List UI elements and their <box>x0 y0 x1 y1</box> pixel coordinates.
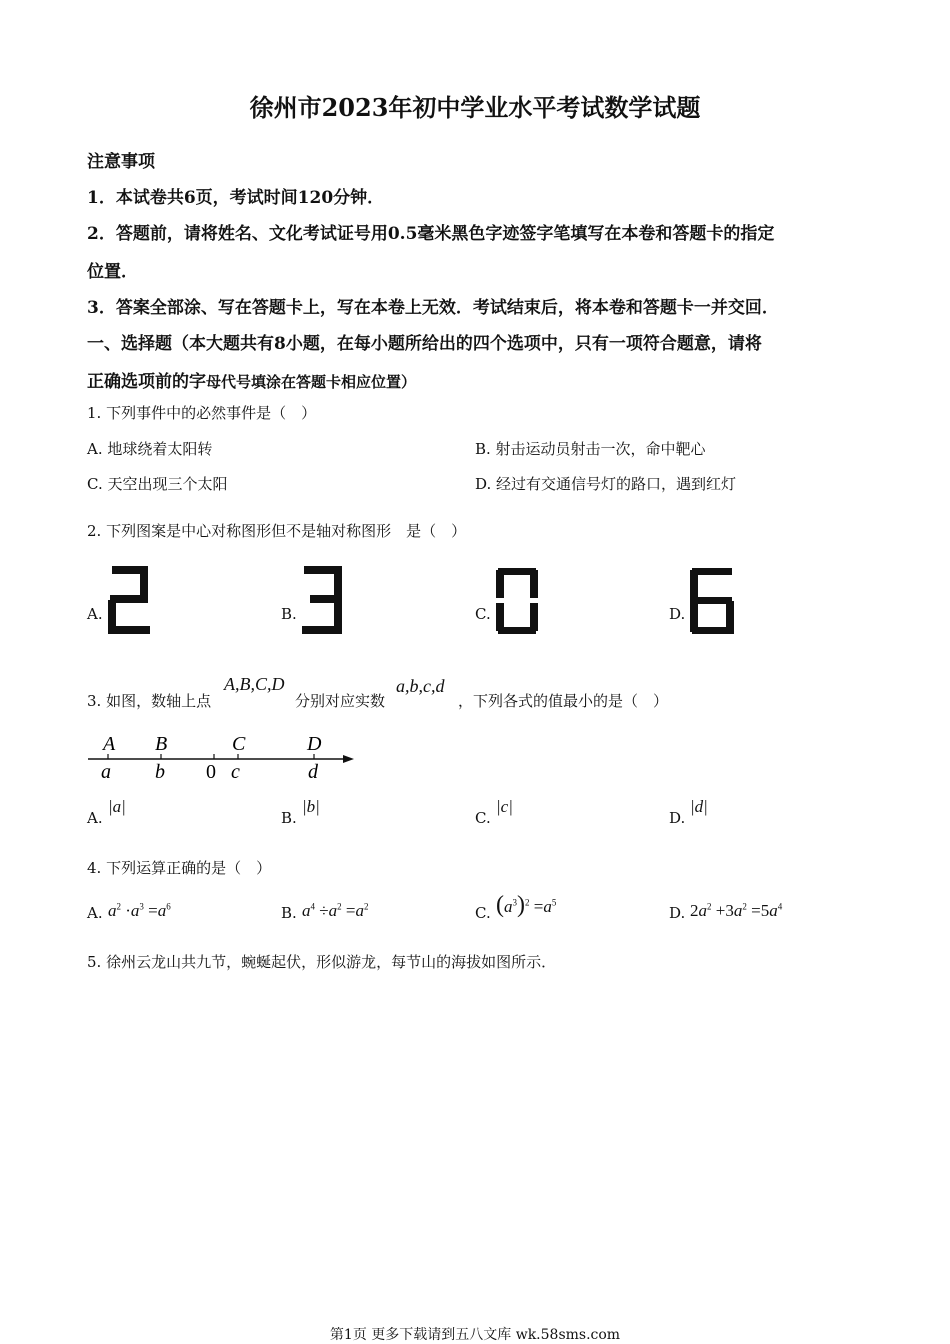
q4-label-c: C. <box>475 904 491 922</box>
q2-label-b: B. <box>281 605 297 623</box>
notice-item-3: 3．答案全部涂、写在答题卡上，写在本卷上无效．考试结束后，将本卷和答题卡一并交回． <box>87 298 779 318</box>
notice-heading: 注意事项 <box>87 152 155 172</box>
axis-value-c: c <box>231 761 240 783</box>
section-heading-part1: 正确选项前的字 <box>87 372 206 392</box>
q2-digit-3-figure <box>300 564 346 636</box>
axis-value-a: a <box>101 761 111 783</box>
q1-option-d: D. 经过有交通信号灯的路口，遇到红灯 <box>475 475 737 493</box>
notice-item-1: 1．本试卷共6页，考试时间120分钟． <box>87 188 385 208</box>
q5-stem: 5. 徐州云龙山共九节，蜿蜒起伏，形似游龙，每节山的海拔如图所示． <box>87 953 557 971</box>
q3-label-c: C. <box>475 809 491 827</box>
notice-item-2-cont: 位置． <box>87 262 138 282</box>
q4-label-d: D. <box>669 904 686 922</box>
number-line-arrow-icon <box>343 755 354 763</box>
q3-option-b: |b| <box>302 797 320 816</box>
q3-number-line <box>86 730 358 786</box>
axis-value-zero: 0 <box>206 761 216 783</box>
axis-value-d: d <box>308 761 318 783</box>
q4-option-c: $(a^3)^2 =a^5$ <box>496 892 557 918</box>
q1-option-a: A. 地球绕着太阳转 <box>87 440 213 458</box>
axis-label-D: D <box>307 733 322 755</box>
q3-label-a: A. <box>87 809 103 827</box>
section-heading-cont <box>87 367 416 392</box>
q2-stem: 2. 下列图案是中心对称图形但不是轴对称图形 是（ ） <box>87 522 467 540</box>
q4-stem: 4. 下列运算正确的是（ ） <box>87 859 272 877</box>
q3-stem-pre: 3. 如图，数轴上点 <box>87 692 212 710</box>
q3-label-b: B. <box>281 809 297 827</box>
q2-label-a: A. <box>87 605 103 623</box>
q4-option-a: $a^2 \cdot a^3 =a^6$ <box>108 901 171 920</box>
q4-label-b: B. <box>281 904 297 922</box>
q1-option-b: B. 射击运动员射击一次，命中靶心 <box>475 440 706 458</box>
q1-stem: 1. 下列事件中的必然事件是（ ） <box>87 404 317 422</box>
q3-option-c: |c| <box>496 797 513 816</box>
q3-option-d: |d| <box>690 797 708 816</box>
q3-stem-mid: 分别对应实数 <box>295 692 386 710</box>
q3-label-d: D. <box>669 809 686 827</box>
page-footer: 第1页 更多下载请到五八文库 wk.58sms.com <box>329 1327 621 1343</box>
axis-label-C: C <box>232 733 246 755</box>
section-heading-part2: 母代号填涂在答题卡相应位置） <box>206 373 417 391</box>
q3-option-a: |a| <box>108 797 126 816</box>
section-heading: 一、选择题（本大题共有8小题，在每小题所给出的四个选项中，只有一项符合题意，请将 <box>87 334 762 354</box>
page-title: 徐州市2023年初中学业水平考试数学试题 <box>249 93 701 122</box>
q3-points: A,B,C,D <box>224 674 285 694</box>
q3-stem-post: ，下列各式的值最小的是（ ） <box>458 692 669 710</box>
q3-reals: a,b,c,d <box>396 676 445 696</box>
axis-value-b: b <box>155 761 165 783</box>
q1-option-c: C. 天空出现三个太阳 <box>87 475 228 493</box>
q2-digit-6-figure <box>688 566 736 636</box>
q2-label-d: D. <box>669 605 686 623</box>
axis-label-B: B <box>155 733 168 755</box>
q2-digit-0-figure <box>494 566 540 636</box>
notice-item-2: 2．答题前，请将姓名、文化考试证号用0.5毫米黑色字迹签字笔填写在本卷和答题卡的指定 <box>87 224 775 244</box>
axis-label-A: A <box>103 733 116 755</box>
q4-label-a: A. <box>87 904 103 922</box>
q2-label-c: C. <box>475 605 491 623</box>
q4-option-d: $2a^2 +3a^2 =5a^4$ <box>690 901 783 920</box>
q2-digit-2-figure <box>106 564 152 636</box>
q4-option-b: $a^4 \div a^2 =a^2$ <box>302 901 369 920</box>
